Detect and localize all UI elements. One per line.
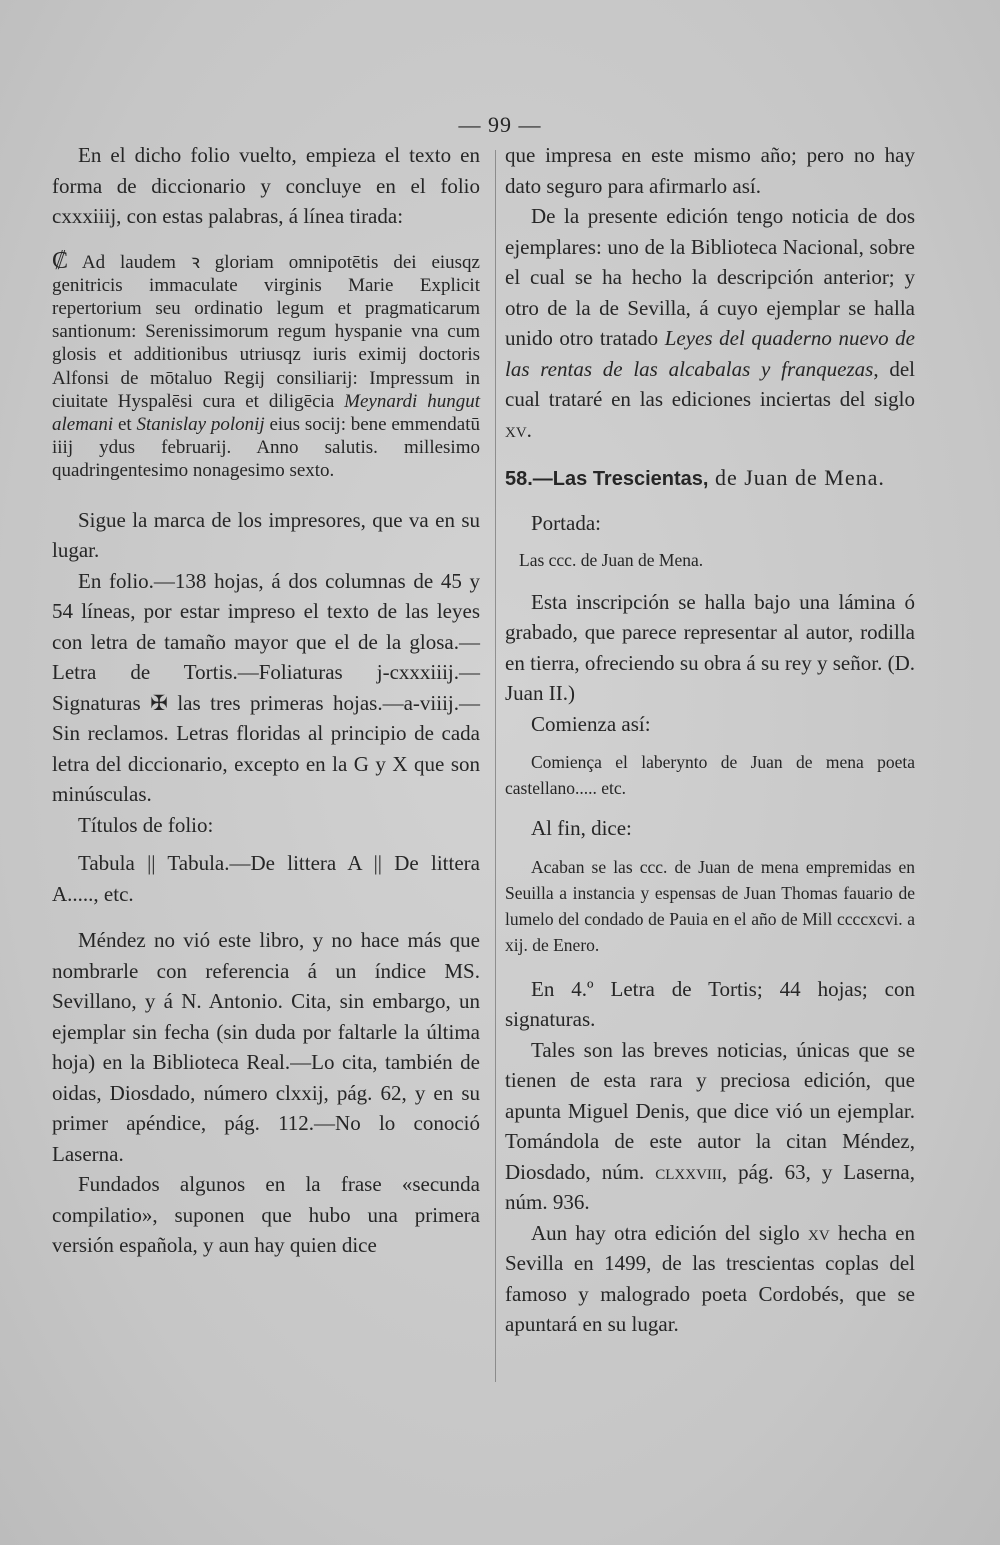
portada-text: Las ccc. de Juan de Mena.	[519, 549, 704, 570]
otra-edicion-century: xv	[808, 1220, 830, 1245]
paragraph-folio-vuelto: En el dicho folio vuelto, empieza el texto en forma de diccionario y concluye en el folio cxxxiiij, con estas palabras, á línea tirada:	[52, 143, 480, 228]
comienza-label: Comienza así:	[531, 711, 651, 736]
right-column	[505, 140, 915, 1340]
paragraph-continuation: que impresa en este mismo año; pero no hay dato seguro para afirmarlo así.	[505, 143, 915, 198]
comienza-text: Comiença el laberynto de Juan de mena poeta castellano..... etc.	[505, 752, 915, 798]
ejemplares-text-a: De la presente edición tengo noticia de dos ejemplares: uno de la Biblioteca Nacional, sobre el cual se ha hecho la descripción anterior; y otro de la de Sevilla, á cuyo ejemplar se halla unido otro tratado	[505, 204, 915, 350]
latin-printer-name-1: Meynardi hungut alemani	[52, 390, 481, 435]
ejemplares-title-italic: Leyes del quaderno nuevo de las rentas de las alcabalas y franquezas	[505, 326, 915, 381]
noticias-text-a: Tales son las breves noticias, únicas que se tienen de esta rara y preciosa edición, que apunta Miguel Denis, que dice vió un ejemplar. Tomándola de este autor la citan Méndez, Diosdado, núm.	[505, 1037, 915, 1184]
latin-colophon	[52, 247, 481, 483]
otra-edicion-text-b: hecha en Sevilla en 1499, de las trescientas coplas del famoso y malogrado poeta Cordobés, que se apuntará en su lugar.	[505, 1220, 915, 1336]
section-heading-author: de Juan de Mena.	[708, 465, 885, 490]
paragraph-noticias	[505, 1035, 915, 1218]
paragraph-titulos-value: Tabula || Tabula.—De littera A || De littera A....., etc.	[52, 851, 480, 906]
description-text-b: las tres primeras hojas.—a-viiij.—Sin reclamos. Letras floridas al principio de cada letra del diccionario, excepto en la G y X que son minúsculas.	[52, 690, 480, 807]
ejemplares-text-b: , del cual trataré en las ediciones inciertas del siglo	[505, 356, 916, 411]
ejemplares-century: xv	[505, 417, 527, 442]
page-number: — 99 —	[458, 112, 542, 137]
latin-printer-name-2: Stanislay polonij	[136, 413, 265, 435]
ejemplares-text-c: .	[526, 417, 532, 442]
latin-colophon-text: Ad laudem ꝛ gloriam omnipotētis dei eiusqz genitricis immaculate virginis Marie Explicit repertorium seu ordinatio legum et pragmaticarum santionum: Serenissimorum regum hyspanie vna cum glosis et additionibus utriusqz iuris eximij doctoris Alfonsi de mōtaluo Regij consiliarij: Impressum in ciuitate Hyspalēsi cura et diligēcia	[52, 251, 480, 412]
paragraph-ejemplares	[505, 201, 915, 445]
paragraph-otra-edicion	[505, 1218, 915, 1340]
alfin-label: Al fin, dice:	[531, 816, 632, 840]
otra-edicion-text-a: Aun hay otra edición del siglo	[531, 1220, 809, 1245]
paragraph-titulos-label: Títulos de folio:	[78, 812, 214, 837]
pilcrow-symbol: ₡	[52, 247, 69, 274]
alfin-text: Acaban se las ccc. de Juan de mena empremidas en Seuilla a instancia y espensas de Juan Thomas fauario de lumelo del condado de Pauia en el año de Mill ccccxcvi. a xij. de Enero.	[505, 856, 915, 955]
paragraph-fundados: Fundados algunos en la frase «secunda compilatio», suponen que hubo una primera versión española, y aun hay quien dice	[52, 1172, 480, 1258]
noticias-text-b: , pág. 63, y Laserna, núm. 936.	[505, 1159, 916, 1214]
paragraph-marca: Sigue la marca de los impresores, que va en su lugar.	[52, 507, 480, 563]
column-divider	[495, 150, 496, 1382]
description-text-a: En folio.—138 hojas, á dos columnas de 45 y 54 líneas, por estar impreso el texto de las leyes con letra de tamaño mayor que el de la glosa.—Letra de Tortis.—Foliaturas j-cxxxiiij.—Signaturas	[52, 568, 480, 715]
paragraph-inscripcion: Esta inscripción se halla bajo una lámina ó grabado, que parece representar al autor, rodilla en tierra, ofreciendo su obra á su rey y señor. (D. Juan II.)	[505, 589, 915, 705]
portada-label: Portada:	[531, 511, 601, 535]
section-heading-title: 58.—Las Trescientas,	[505, 468, 709, 490]
left-column	[52, 140, 480, 1261]
latin-colophon-end: eius socij: bene emmendatū iiij ydus februarij. Anno salutis. millesimo quadringentesimo nonagesimo sexto.	[52, 413, 481, 482]
paragraph-formato: En 4.º Letra de Tortis; 44 hojas; con signaturas.	[505, 976, 915, 1031]
signature-cross-symbol: ✠	[150, 690, 168, 715]
latin-conjunction: et	[113, 413, 137, 435]
noticias-number: clxxviii	[655, 1159, 722, 1184]
paragraph-description	[52, 566, 480, 810]
paragraph-mendez: Méndez no vió este libro, y no hace más que nombrarle con referencia á un índice MS. Sevillano, y á N. Antonio. Cita, sin embargo, un ejemplar sin fecha (sin duda por faltarle la última hoja) en la Biblioteca Real.—Lo cita, también de oidas, Diosdado, número clxxij, pág. 62, y en su primer apéndice, pág. 112.—No lo conoció Laserna.	[52, 928, 480, 1166]
section-heading	[505, 463, 915, 494]
